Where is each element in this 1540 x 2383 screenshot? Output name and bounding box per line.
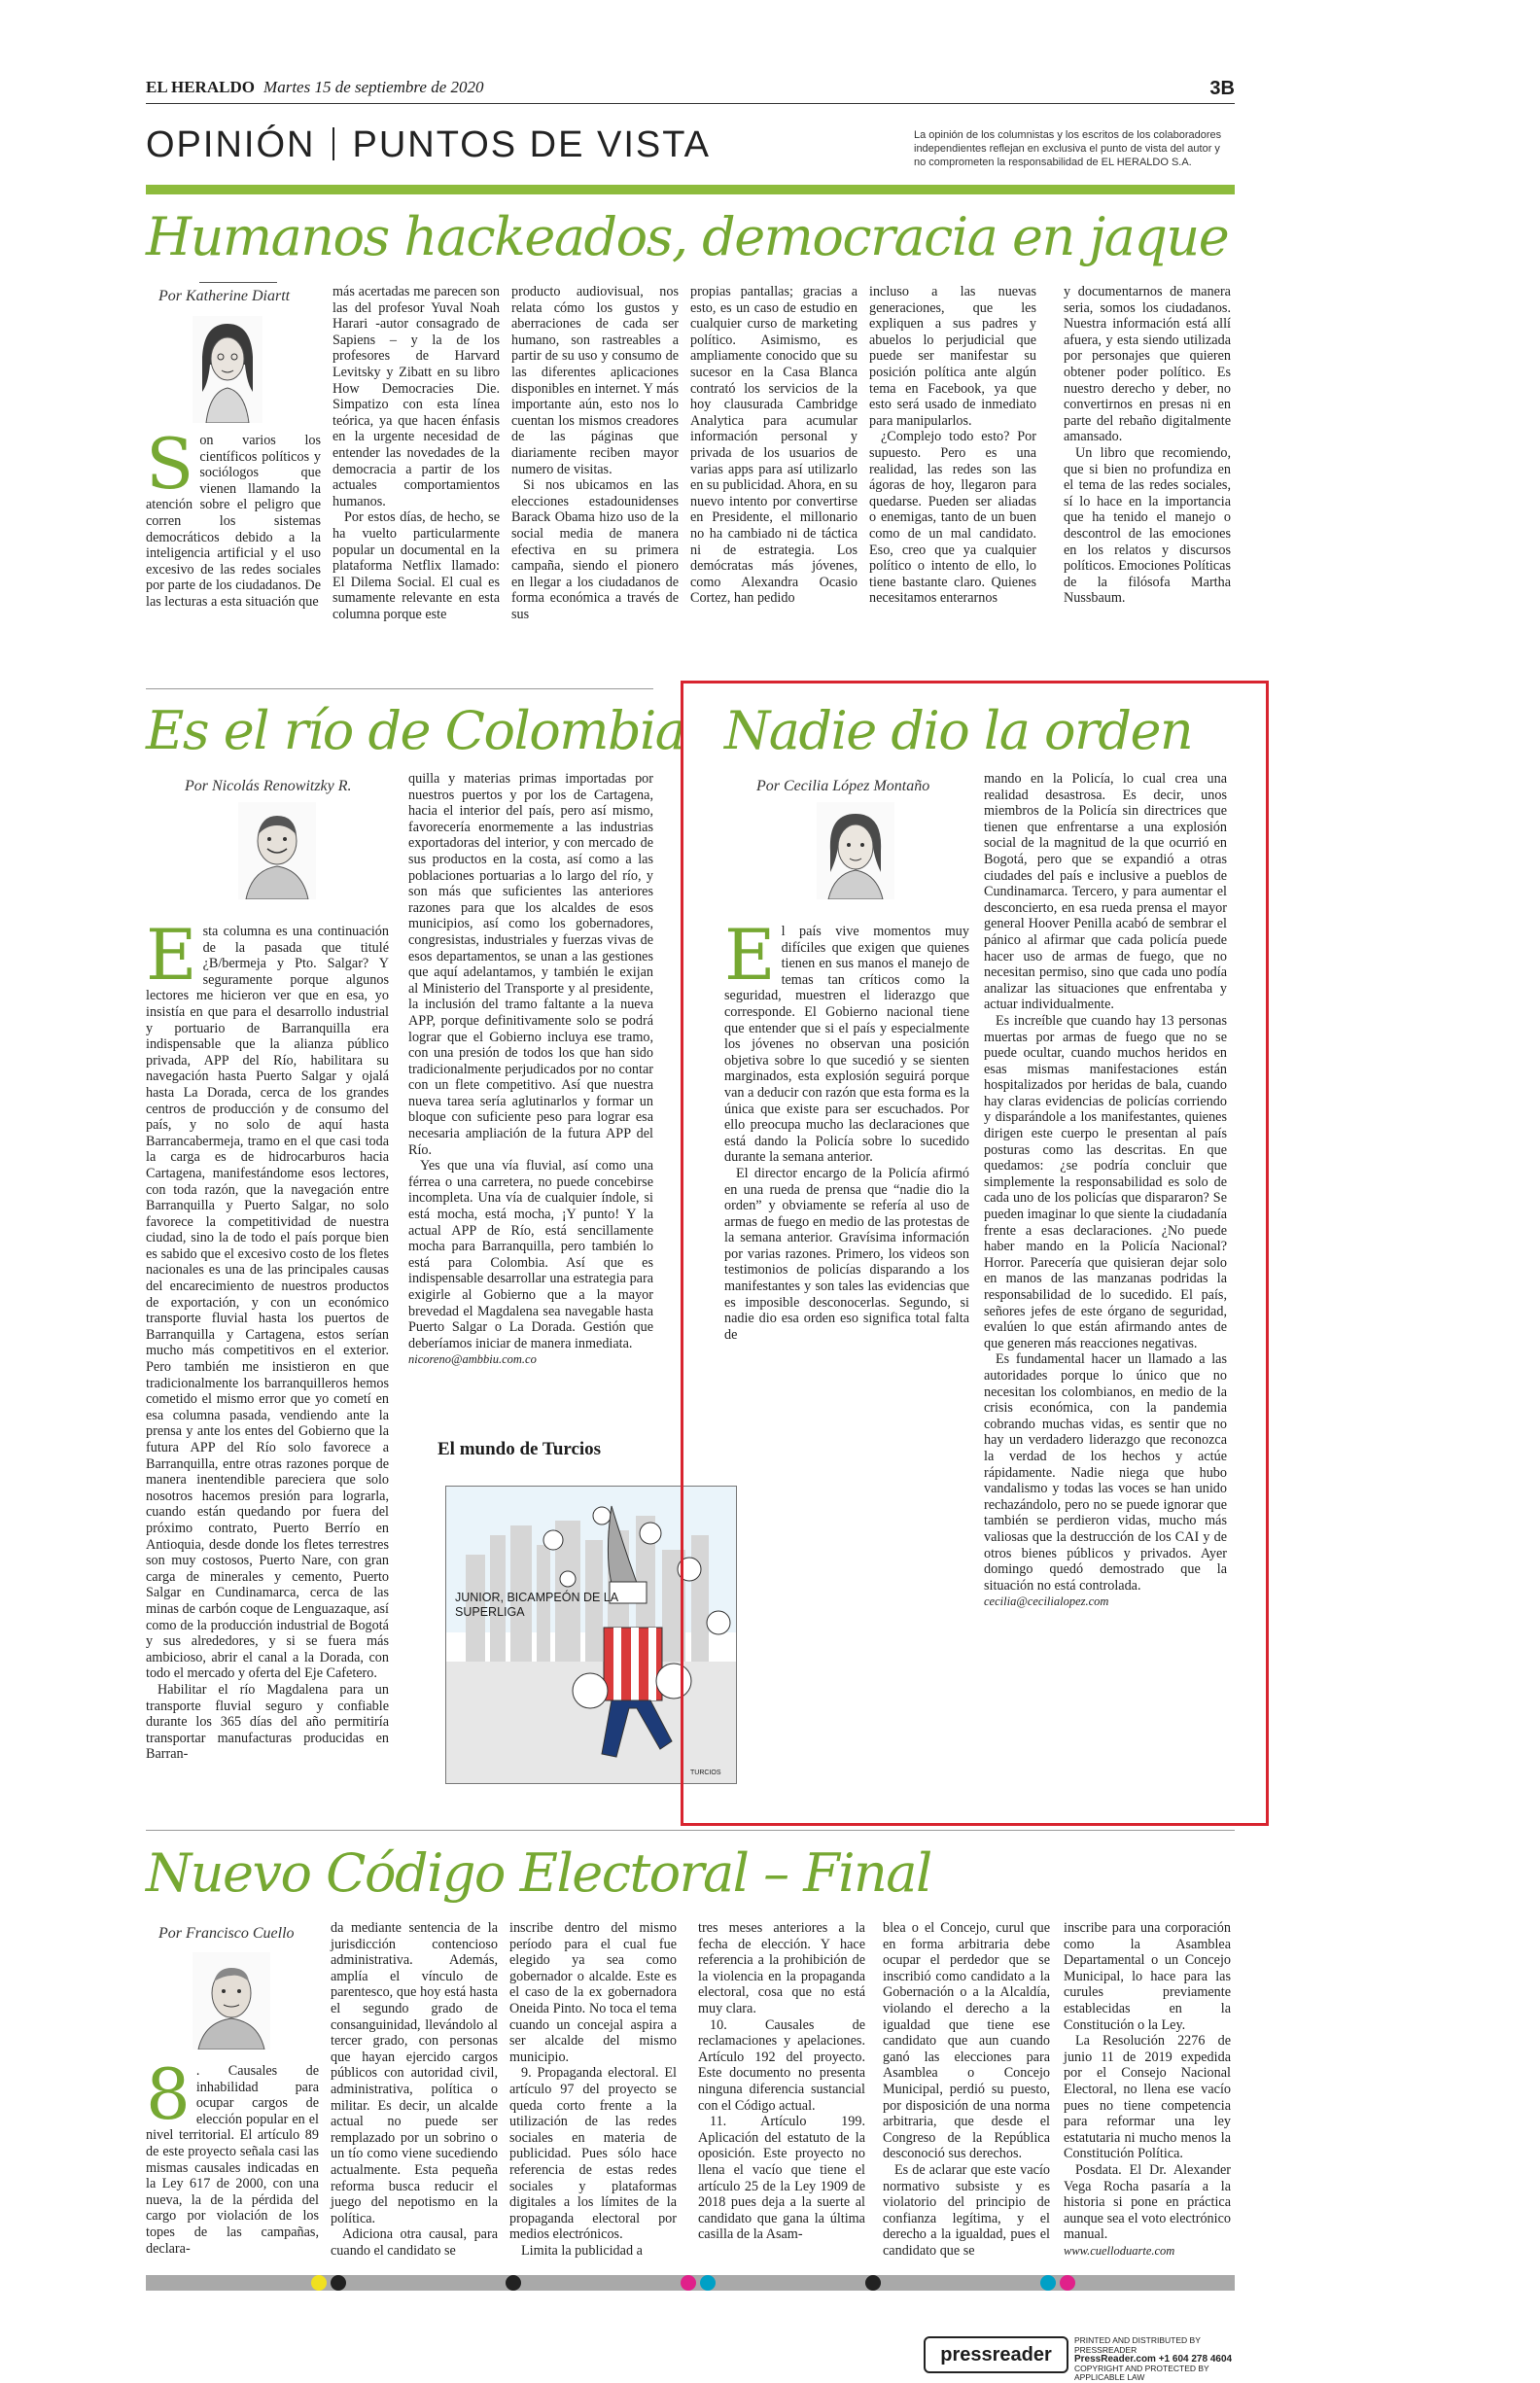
article1-text-1: on varios los científicos políticos y sociólogos que vienen llamando la atención sobre el peligro que corren los sistemas democráticos debido a la inteligencia artificial y el uso excesivo de las redes sociales por parte de los ciudadanos. De las lecturas a esta situación que [146, 433, 321, 610]
article3-signoff: cecilia@cecilialopez.com [984, 1595, 1109, 1609]
pressreader-printed: PRINTED AND DISTRIBUTED BY PRESSREADER [1074, 2335, 1201, 2355]
article2-text-1 [146, 914, 389, 1763]
issue-date: Martes 15 de septiembre de 2020 [263, 78, 484, 96]
article4-byline: Por Francisco Cuello [158, 1925, 295, 1942]
article3-col-2 [984, 771, 1227, 1610]
paragraph: blea o el Concejo, curul que en forma arbitraria debe ocupar el perdedor que se inscribió como candidato a la Gobernación o a la Alcaldía, violando el derecho a la igualdad que tiene ese candidato que aun cuando ganó las elecciones para Asamblea o Concejo Municipal, perdió su puesto, por disposición de una norma arbitraria, que desde el Congreso de la República desconoció sus derechos. [883, 1920, 1050, 2162]
paragraph: l país vive momentos muy difíciles que exigen que quienes tienen en sus manos el manejo de temas tan críticos como la seguridad, muestren el liderazgo que corresponde. El Gobierno nacional tiene que entender que si el país y especialmente los jóvenes no observan una posición objetiva sobre lo que sucedió y se sienten marginados, esta explosión seguirá porque van a deducir con razón que esta forma es la única que existe para ser escuchados. Por ello preocupa mucho las declaraciones que está dando la Policía sobre lo sucedido durante la semana anterior. [724, 924, 969, 1166]
registration-dot-yellow [311, 2275, 327, 2291]
paragraph: Es de aclarar que este vacío normativo subsiste y es violatorio del principio de confianza legítima, y el derecho a la igualdad, pues el candidato que se [883, 2161, 1050, 2259]
paragraph: Por estos días, de hecho, se ha vuelto particularmente popular un documental en la plataforma Netflix llamado: El Dilema Social. El cual es sumamente relevante en esta columna porque este [332, 509, 500, 622]
newspaper-name: EL HERALDO [146, 78, 255, 96]
paragraph: incluso a las nuevas generaciones, que les expliquen a sus padres y abuelos lo perjudicial que puede ser manifestar su posición política ante algún tema en Facebook, ya que esto será usado de inmediato para manipularlos. [869, 284, 1036, 429]
article2-byline: Por Nicolás Renowitzky R. [185, 778, 352, 794]
cartoon-signature: TURCIOS [690, 1770, 721, 1776]
paragraph: sta columna es una continuación de la pasada que titulé ¿B/bermeja y Pto. Salgar? Y seguramente porque algunos lectores me hicieron ver que en esa, yo insistía en que para el desarrollo industrial y portuario de Barranquilla era indispensable que la alianza público privada, APP del Río, habilitara su navegación hasta Puerto Salgar y ojalá hasta La Dorada, cerca de los grandes centros de producción y de consumo del país, y no solo de aquí hasta Barrancabermeja, tramo en el que casi toda la carga es de hidrocarburos hacia Cartagena, manifestándome esos lectores, con toda razón, que la navegación entre Barranquilla y Puerto Salgar, no solo favorece la competitividad de nuestra ciudad, sino la de todo el país porque bien es sabido que el excesivo costo de los fletes nacionales es una de las principales causas del encarecimiento de nuestros productos de exportación, y con un económico transporte fluvial hasta los puertos de Barranquilla y Cartagena, estos serían mucho más competitivos en el exterior. Pero también me insistieron en que tradicionalmente los barranquilleros hemos cometido el mismo error que yo cometí en esa columna pasada, vendiendo ante la prensa y ante los entes del Gobierno que la futura APP del Río solo favorece a Barranquilla, entre otras razones porque de manera inentendible pareciera que solo nosotros hacemos presión para lograrla, cuando están quedando por fuera del próximo contrato, Puerto Berrío en Antioquia, desde donde los fletes terrestres son muy costosos, Puerto Nare, con gran carga de minerales y cemento, Puerto Salgar en Cundinamarca, cerca de las minas de carbón coque de Lenguazaque, así como de la producción industrial de Bogotá y sus alrededores, y si se fuera más ambicioso, abrir el canal a la Dorada, con todo el mercado y oferta del Eje Cafetero. [146, 924, 389, 1682]
article4-col-1 [146, 2053, 319, 2257]
article3-byline: Por Cecilia López Montaño [756, 778, 930, 794]
paragraph: da mediante sentencia de la jurisdicción contencioso administrativa. Además, amplía el vínculo de parentesco, que hoy está hasta el segundo grado de consanguinidad, llevándolo al tercer grado, con personas que hayan ejercido cargos públicos con autoridad civil, administrativa, política o militar. Es decir, un alcalde actual no puede ser remplazado por un sobrino o un tío como viene sucediendo actualmente. Esta pequeña reforma busca reducir el juego del nepotismo en la política. [331, 1920, 498, 2226]
paragraph: y documentarnos de manera seria, somos los ciudadanos. Nuestra información está allí afuera, y esta siendo utilizada por personajes que quieren obtener poder político. Es nuestro derecho y deber, no convertirnos en presas ni en parte del rebaño digitalmente amansado. [1064, 284, 1231, 445]
registration-dot-black-2 [506, 2275, 521, 2291]
registration-dot-black-3 [865, 2275, 881, 2291]
header-rule [146, 103, 1235, 104]
article1-col-5 [869, 284, 1036, 607]
paragraph: 9. Propaganda electoral. El artículo 97 del proyecto se queda corto frente a la utilización de las redes sociales en materia de publicidad. Pues sólo hace referencia de estas redes sociales y plataformas digitales a los límites de la propaganda electoral por medios electrónicos. [509, 2065, 677, 2243]
article1-headline: Humanos hackeados, democracia en jaque [146, 206, 1229, 267]
section-title [146, 124, 711, 166]
paragraph: La Resolución 2276 de junio 11 de 2019 expedida por el Consejo Nacional Electoral, no llena ese vacío pues no tiene competencia para reformar una ley estatutaria ni mucho menos la Constitución Política. [1064, 2033, 1231, 2162]
cartoon-caption: JUNIOR, BICAMPEÓN DE LA SUPERLIGA [455, 1591, 618, 1619]
pressreader-notice [1074, 2336, 1240, 2383]
paragraph: producto audiovisual, nos relata cómo los gustos y aberraciones de cada ser humano, son rastreables a partir de su uso y consumo de las diferentes aplicaciones disponibles en internet. Y más importante aún, esto nos lo cuentan los mismos creadores de las páginas que diariamente reciben mayor numero de visitas. [511, 284, 679, 477]
paragraph: El director encargo de la Policía afirmó en una rueda de prensa que “nadie dio la orden” y obviamente se refería al uso de armas de fuego en medio de las protestas de la semana anterior. Gravísima información por varias razones. Primero, los videos son testimonios de policías disparando a los manifestantes y son tales las evidencias que es imposible desconocerlas. Segundo, si nadie dio esa orden eso significa total falta de [724, 1165, 969, 1343]
paragraph: ¿Complejo todo esto? Por supuesto. Pero es una realidad, las redes son las ágoras de hoy, llegaron para quedarse. Pueden ser aliadas o enemigas, tanto de un buen como de un mal candidato. Eso, creo que ya cualquier político o intento de ello, lo tiene bastante claro. Quienes necesitamos enterarnos [869, 429, 1036, 607]
paragraph: Es fundamental hacer un llamado a las autoridades porque lo único que no necesitan los colombianos, en medio de la crisis económica, con la pandemia cobrando muchas vidas, es sentir que no hay un verdadero liderazgo que reconozca la verdad de los hechos y actúe rápidamente. Nadie niega que hubo vandalismo y todas las voces se han unido rechazándolo, pero no se puede ignorar que también se perdieron vidas, mucho más valiosas que la destrucción de los CAI y de otros bienes públicos y privados. Ayer domingo quedó demostrado que la situación no está controlada. [984, 1351, 1227, 1594]
article1-byline: Por Katherine Diartt [158, 288, 291, 304]
pressreader-site: PressReader.com +1 604 278 4604 [1074, 2354, 1233, 2365]
article3-headline: Nadie dio la orden [724, 700, 1193, 761]
page-number: 3B [1209, 78, 1235, 99]
article2-drop-cap: E [146, 914, 197, 996]
paragraph: Habilitar el río Magdalena para un transporte fluvial seguro y confiable durante los 365 días del año permitiría transportar manufacturas producidas en Barran- [146, 1681, 389, 1763]
article4-col-3 [509, 1920, 677, 2259]
article1-drop-cap: S [146, 423, 194, 505]
paragraph: tres meses anteriores a la fecha de elección. Y hace referencia a la prohibición de la violencia en la propaganda electoral, cosa que no está muy clara. [698, 1920, 865, 2016]
pressreader-copyright: COPYRIGHT AND PROTECTED BY APPLICABLE LAW [1074, 2363, 1209, 2382]
article2-col-2 [408, 771, 653, 1368]
article4-drop-cap: 8 [146, 2053, 191, 2135]
paragraph: mando en la Policía, lo cual crea una realidad desastrosa. Es decir, unos miembros de la Policía sin directrices que tienen que enfrentarse a una explosión social de la magnitud de la que ocurrió en Bogotá, pero que se expandió a otras ciudades del país e inclusive a pueblos de Cundinamarca. Tercero, y para aumentar el desconcierto, en esa rueda prensa el mayor general Hoover Penilla acabó de sembrar el pánico al afirmar que cada policía puede hacer uso de armas de fuego, que no necesitan permiso, sino que cada uno podía analizar las situaciones que enfrentaba y actuar individualmente. [984, 771, 1227, 1013]
paragraph: Adiciona otra causal, para cuando el candidato se [331, 2226, 498, 2259]
paragraph: inscribe dentro del mismo período para el cual fue elegido ya sea como gobernador o alcalde. Este es el caso de la ex gobernadora Oneida Pinto. No toca el tema cuando un concejal aspira a ser alcalde del mismo municipio. [509, 1920, 677, 2065]
article3-text-2 [984, 771, 1227, 1594]
section-green-rule [146, 185, 1235, 194]
article4-text-1: . Causales de inhabilidad para ocupar cargos de elección popular en el nivel territorial. El artículo 89 de este proyecto señala casi las mismas causales indicadas en la Ley 617 de 2000, con una nueva, la de la pérdida del cargo por violación de los topes de las campañas, declara- [146, 2063, 319, 2257]
paragraph: Posdata. El Dr. Alexander Vega Rocha pasaría a la historia si pone en práctica aunque sea el voto electrónico manual. [1064, 2161, 1231, 2243]
paragraph: inscribe para una corporación como la Asamblea Departamental o un Concejo Municipal, lo hace para las curules previamente establecidas en la Constitución o la Ley. [1064, 1920, 1231, 2033]
paragraph: quilla y materias primas importadas por nuestros puertos y por los de Cartagena, hacia el interior del país, pero así mismo, favorecería enormemente a las industrias exportadoras del interior, y con mercado de sus productos en la costa, así como a las poblaciones portuarias a lo largo del río, y son más que suficientes las anteriores razones para que los alcaldes de esos municipios, así como los gobernadores, congresistas, industriales y fuerzas vivas de esos departamentos, se unan a las gestiones que aquí adelantamos, y también le exijan al Ministerio del Transporte y al presidente, la inclusión del tramo faltante a la nueva APP, porque definitivamente solo se podrá lograr que el Gobierno incluya ese tramo, con una presión de todos los que han sido tradicionalmente perjudicados por no contar con un flete competitivo. Así que nuestra nueva tarea sería aglutinarlos y formar un bloque con suficiente peso para lograr esa necesaria ampliación de la futura APP del Río. [408, 771, 653, 1158]
article4-col-2 [331, 1920, 498, 2259]
paragraph: más acertadas me parecen son las del profesor Yuval Noah Harari -autor consagrado de Sapiens – y la de los profesores de Harvard Levitsky y Zibatt en su libro How Democracies Die. Simpatizo con esta línea teórica, ya que hacen énfasis en la urgente necesidad de entender las novedades de la democracia a partir de los actuales comportamientos humanos. [332, 284, 500, 509]
paragraph: Un libro que recomiendo, que si bien no profundiza en el tema de las redes sociales, sí lo hace en la importancia que ha tenido el manejo o descontrol de las emociones en los relatos y discursos políticos. Emociones Políticas de la filósofa Martha Nussbaum. [1064, 444, 1231, 607]
article4-signoff: www.cuelloduarte.com [1064, 2243, 1175, 2258]
paragraph: 11. Artículo 199. Aplicación del estatuto de la oposición. Este proyecto no llena el vacío que tiene el artículo 25 de la Ley 1909 de 2018 pues deja a la suerte al candidato que gana la última casilla de la Asam- [698, 2114, 865, 2243]
article4-col-5 [883, 1920, 1050, 2259]
article4-text-6 [1064, 1920, 1231, 2243]
article-separator-left [146, 688, 653, 689]
registration-dot-magenta-2 [1060, 2275, 1075, 2291]
article3-drop-cap: E [724, 914, 776, 996]
article1-byline-rule [199, 282, 277, 283]
pressreader-logo: pressreader [924, 2336, 1068, 2373]
article1-col-6 [1064, 284, 1231, 607]
article2-signoff: nicoreno@ambbiu.com.co [408, 1352, 537, 1367]
opinion-disclaimer: La opinión de los columnistas y los escritos de los colaboradores independientes reflejan en exclusiva el punto de vista del autor y no comprometen la responsabilidad de EL HERALDO S.A. [914, 129, 1222, 168]
paragraph: Yes que una vía fluvial, así como una férrea o una carretera, no puede concebirse incompleta. Una vía de cualquier índole, si está mocha, está mocha, ¡Y punto! Y la actual APP de Río, está sencillamente mocha para Barranquilla, pero también lo está para Colombia. Así que es indispensable desarrollar una estrategia para exigirle al Gobierno que a la mayor brevedad el Magdalena sea navegable hasta Puerto Salgar o La Dorada. Gestión que deberíamos iniciar de manera inmediata. [408, 1158, 653, 1351]
article1-col-3 [511, 284, 679, 622]
page-header [146, 78, 1235, 101]
author-portrait-cuello [192, 1952, 270, 2050]
paragraph: 10. Causales de reclamaciones y apelaciones. Artículo 192 del proyecto. Este documento no presenta ninguna diferencia sustancial con el Código actual. [698, 2016, 865, 2114]
article3-col-1 [724, 914, 969, 1343]
paragraph: Limita la publicidad a [521, 2242, 643, 2259]
section-divider [332, 127, 334, 160]
author-portrait-diartt [192, 316, 262, 423]
article1-col-2 [332, 284, 500, 622]
article2-col-1 [146, 914, 389, 1763]
registration-dot-magenta [681, 2275, 696, 2291]
article4-col-6 [1064, 1920, 1231, 2259]
article4-col-4 [698, 1920, 865, 2243]
registration-dot-black [331, 2275, 346, 2291]
article-separator-bottom [146, 1830, 1235, 1831]
paragraph: Si nos ubicamos en las elecciones estadounidenses Barack Obama hizo uso de la social media de manera efectiva en su primera campaña, siendo el pionero en llegar a los ciudadanos de forma económica a través de sus [511, 477, 679, 622]
paragraph: propias pantallas; gracias a esto, es un caso de estudio en cualquier curso de marketing político. Asimismo, es ampliamente conocido que su sucesor en la Casa Blanca contrató los servicios de la hoy clausurada Cambridge Analytica para acumular información personal y privada de los usuarios de varias apps para así utilizarlo en su publicidad. Ahora, en su nuevo intento por convertirse en Presidente, el millonario no ha cambiado ni de táctica ni de estrategia. Los demócratas más jóvenes, como Alexandra Ocasio Cortez, han pedido [690, 284, 858, 607]
section-name: OPINIÓN [146, 124, 316, 165]
registration-dot-cyan-2 [1040, 2275, 1056, 2291]
article2-headline: Es el río de Colombia [146, 700, 685, 761]
article4-headline: Nuevo Código Electoral – Final [146, 1842, 931, 1904]
article1-col-4 [690, 284, 858, 607]
paragraph: Es increíble que cuando hay 13 personas muertas por armas de fuego que no se puede ocultar, cuando muchos heridos en esas mismas manifestaciones están hospitalizados por heridas de bala, cuando hay claras evidencias de policías corriendo y disparándole a los manifestantes, quienes dirigen este cuerpo le presentan al país posturas como las descritas. En que quedamos: ¿se podría concluir que simplemente la responsabilidad es solo de cada uno de los policías que dispararon? Se pueden imaginar lo que siente la ciudadanía frente a esas declaraciones. ¿No puede haber mando en la Policía Nacional? Horror. Parecería que quisieran dejar solo en manos de las manzanas podridas la responsabilidad de lo sucedido. El país, señores jefes de este órgano de seguridad, evalúen lo que están afirmando antes de que generen más reacciones negativas. [984, 1012, 1227, 1351]
subsection-name: PUNTOS DE VISTA [352, 124, 712, 165]
registration-dot-cyan [700, 2275, 716, 2291]
author-portrait-renowitzky [238, 802, 316, 899]
article2-text-2 [408, 771, 653, 1351]
author-portrait-lopez [817, 802, 894, 899]
cartoon-title: El mundo de Turcios [438, 1439, 602, 1459]
article1-col-1 [146, 423, 321, 611]
